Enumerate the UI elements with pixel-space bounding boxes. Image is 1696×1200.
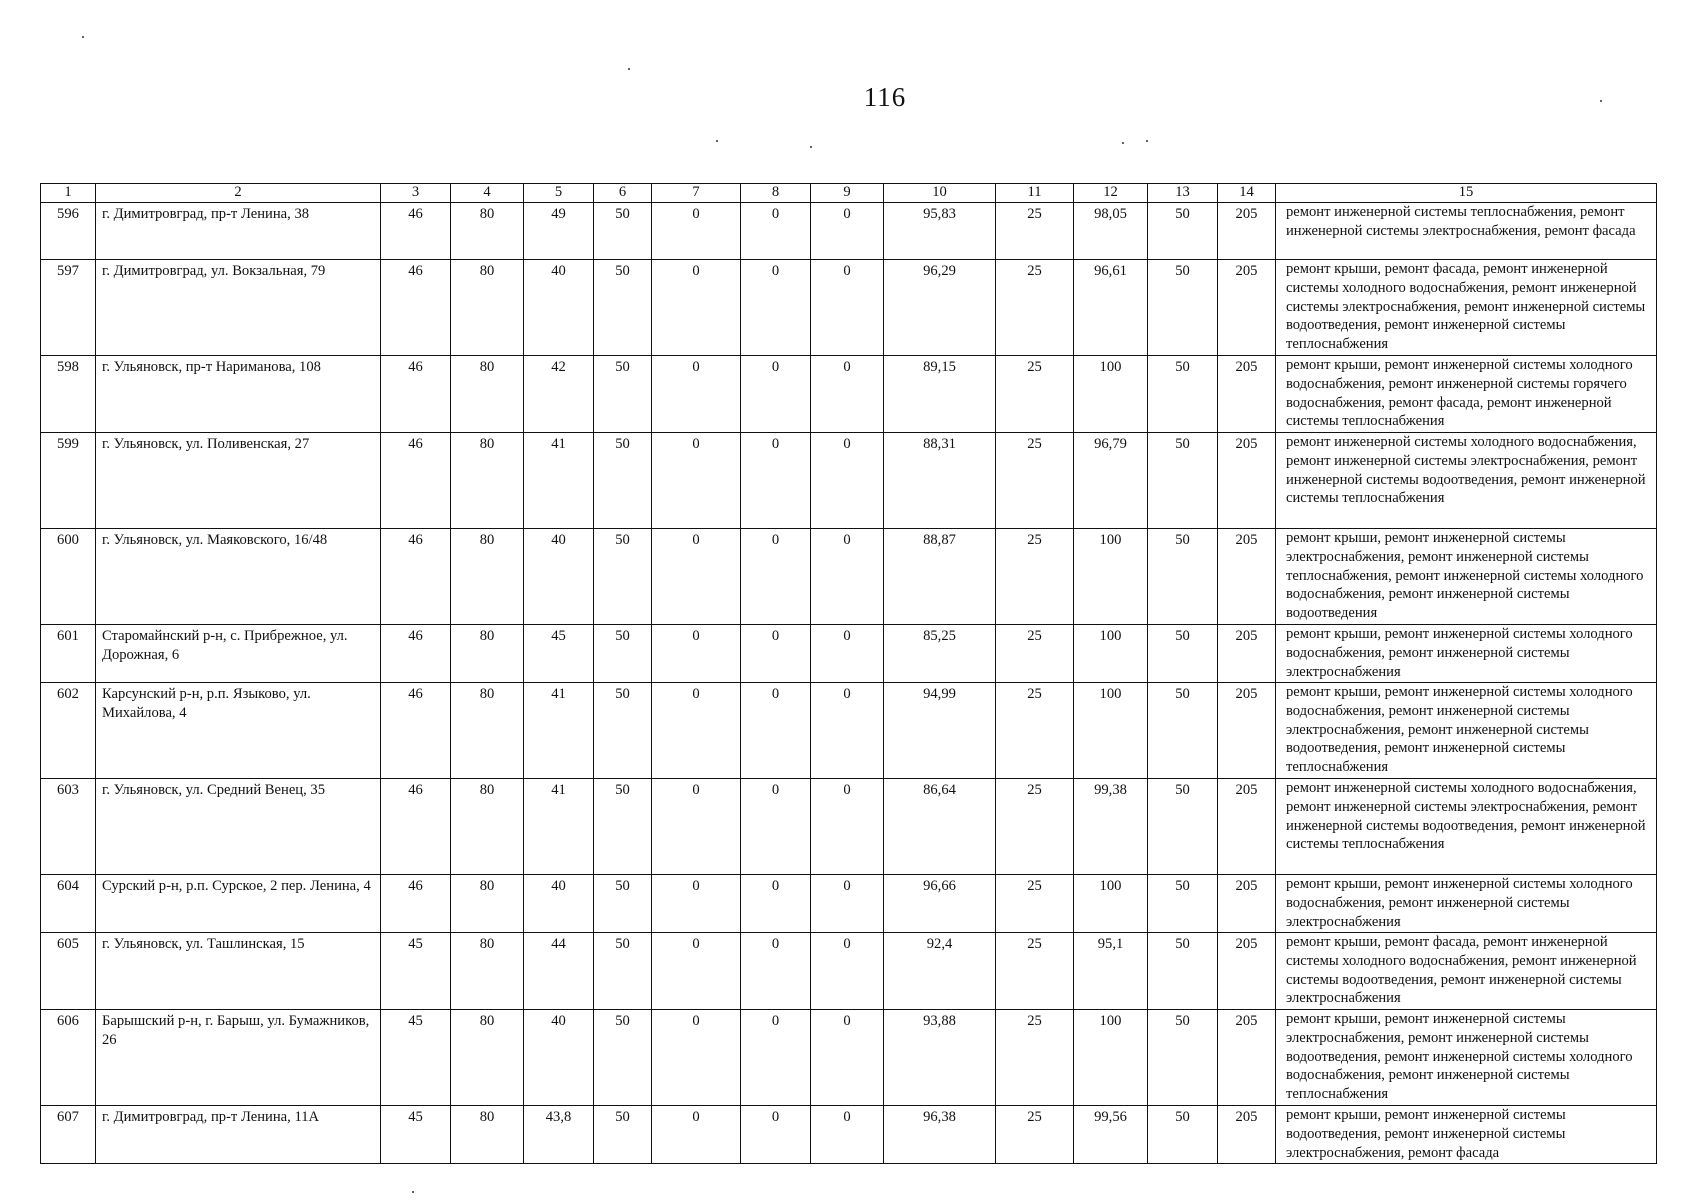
value-cell: 80 [451,875,524,933]
works-list-cell: ремонт инженерной системы теплоснабжения, ремонт инженерной системы электроснабжения, ремонт фасада [1276,203,1657,260]
column-header: 14 [1218,184,1276,203]
address-cell: г. Ульяновск, ул. Поливенская, 27 [96,433,381,529]
value-cell: 50 [594,933,652,1010]
value-cell: 46 [381,433,451,529]
value-cell: 50 [1148,1106,1218,1164]
value-cell: 88,31 [884,433,996,529]
table-row [41,683,1657,779]
works-list-cell: ремонт крыши, ремонт инженерной системы холодного водоснабжения, ремонт инженерной системы электроснабжения [1276,875,1657,933]
value-cell: 86,64 [884,779,996,875]
value-cell: 80 [451,683,524,779]
value-cell: 80 [451,1106,524,1164]
row-number-cell: 605 [41,933,96,1010]
scan-speck [412,1191,414,1193]
register-table [40,183,1657,1164]
value-cell: 0 [652,1106,741,1164]
value-cell: 25 [996,933,1074,1010]
value-cell: 0 [811,779,884,875]
value-cell: 0 [741,779,811,875]
value-cell: 0 [811,1106,884,1164]
value-cell: 95,83 [884,203,996,260]
table-row [41,779,1657,875]
value-cell: 50 [594,433,652,529]
works-list-cell: ремонт крыши, ремонт фасада, ремонт инженерной системы холодного водоснабжения, ремонт инженерной системы электроснабжения, ремонт инженерной системы водоотведения, ремонт инженерной системы теплоснабжения [1276,260,1657,356]
address-cell: г. Димитровград, ул. Вокзальная, 79 [96,260,381,356]
value-cell: 100 [1074,529,1148,625]
column-header: 4 [451,184,524,203]
value-cell: 205 [1218,779,1276,875]
row-number-cell: 604 [41,875,96,933]
value-cell: 50 [1148,356,1218,433]
value-cell: 50 [594,260,652,356]
value-cell: 80 [451,625,524,683]
value-cell: 44 [524,933,594,1010]
value-cell: 25 [996,625,1074,683]
address-cell: г. Димитровград, пр-т Ленина, 38 [96,203,381,260]
value-cell: 89,15 [884,356,996,433]
table-row [41,875,1657,933]
value-cell: 98,05 [1074,203,1148,260]
value-cell: 40 [524,875,594,933]
value-cell: 95,1 [1074,933,1148,1010]
value-cell: 50 [594,529,652,625]
address-cell: Карсунский р-н, р.п. Языково, ул. Михайлова, 4 [96,683,381,779]
value-cell: 96,29 [884,260,996,356]
value-cell: 0 [811,1010,884,1106]
value-cell: 80 [451,260,524,356]
value-cell: 94,99 [884,683,996,779]
value-cell: 0 [652,433,741,529]
row-number-cell: 603 [41,779,96,875]
value-cell: 92,4 [884,933,996,1010]
value-cell: 50 [1148,625,1218,683]
value-cell: 50 [594,203,652,260]
column-header: 8 [741,184,811,203]
value-cell: 50 [594,356,652,433]
value-cell: 99,56 [1074,1106,1148,1164]
value-cell: 0 [652,625,741,683]
value-cell: 96,79 [1074,433,1148,529]
value-cell: 49 [524,203,594,260]
value-cell: 50 [594,1010,652,1106]
value-cell: 50 [1148,683,1218,779]
value-cell: 85,25 [884,625,996,683]
table-row [41,260,1657,356]
value-cell: 50 [1148,203,1218,260]
works-list-cell: ремонт крыши, ремонт инженерной системы водоотведения, ремонт инженерной системы электроснабжения, ремонт фасада [1276,1106,1657,1164]
value-cell: 50 [1148,933,1218,1010]
column-header: 3 [381,184,451,203]
address-cell: г. Димитровград, пр-т Ленина, 11А [96,1106,381,1164]
table-row [41,933,1657,1010]
value-cell: 80 [451,1010,524,1106]
page-number: 116 [863,82,907,112]
table-row [41,1010,1657,1106]
value-cell: 96,66 [884,875,996,933]
value-cell: 0 [652,356,741,433]
value-cell: 50 [1148,433,1218,529]
value-cell: 46 [381,529,451,625]
address-cell: Барышский р-н, г. Барыш, ул. Бумажников, 26 [96,1010,381,1106]
value-cell: 205 [1218,433,1276,529]
value-cell: 46 [381,779,451,875]
value-cell: 40 [524,260,594,356]
value-cell: 43,8 [524,1106,594,1164]
works-list-cell: ремонт крыши, ремонт инженерной системы электроснабжения, ремонт инженерной системы теплоснабжения, ремонт инженерной системы холодного водоснабжения, ремонт инженерной системы водоотведения [1276,529,1657,625]
value-cell: 0 [811,356,884,433]
value-cell: 25 [996,203,1074,260]
value-cell: 0 [652,203,741,260]
row-number-cell: 596 [41,203,96,260]
works-list-cell: ремонт крыши, ремонт фасада, ремонт инженерной системы холодного водоснабжения, ремонт инженерной системы водоотведения, ремонт инженерной системы электроснабжения [1276,933,1657,1010]
value-cell: 46 [381,356,451,433]
value-cell: 0 [811,625,884,683]
value-cell: 50 [1148,779,1218,875]
column-header: 10 [884,184,996,203]
value-cell: 0 [811,933,884,1010]
value-cell: 80 [451,356,524,433]
column-header: 5 [524,184,594,203]
value-cell: 50 [1148,260,1218,356]
value-cell: 25 [996,779,1074,875]
value-cell: 205 [1218,529,1276,625]
column-header: 9 [811,184,884,203]
works-list-cell: ремонт крыши, ремонт инженерной системы холодного водоснабжения, ремонт инженерной системы электроснабжения [1276,625,1657,683]
scan-speck [1122,142,1124,144]
value-cell: 25 [996,529,1074,625]
table-row [41,356,1657,433]
value-cell: 205 [1218,683,1276,779]
value-cell: 80 [451,529,524,625]
value-cell: 40 [524,1010,594,1106]
works-list-cell: ремонт крыши, ремонт инженерной системы холодного водоснабжения, ремонт инженерной системы горячего водоснабжения, ремонт фасада, ремонт инженерной системы теплоснабжения [1276,356,1657,433]
value-cell: 46 [381,203,451,260]
value-cell: 25 [996,260,1074,356]
scan-speck [716,140,718,142]
column-header: 7 [652,184,741,203]
value-cell: 25 [996,1106,1074,1164]
value-cell: 80 [451,433,524,529]
value-cell: 205 [1218,933,1276,1010]
value-cell: 41 [524,683,594,779]
value-cell: 50 [1148,529,1218,625]
value-cell: 100 [1074,356,1148,433]
value-cell: 40 [524,529,594,625]
value-cell: 80 [451,203,524,260]
value-cell: 46 [381,683,451,779]
value-cell: 205 [1218,356,1276,433]
column-header: 1 [41,184,96,203]
table-row [41,433,1657,529]
value-cell: 0 [811,875,884,933]
address-cell: г. Ульяновск, ул. Маяковского, 16/48 [96,529,381,625]
value-cell: 50 [1148,1010,1218,1106]
row-number-cell: 597 [41,260,96,356]
value-cell: 205 [1218,260,1276,356]
scan-speck [1146,140,1148,142]
value-cell: 0 [652,933,741,1010]
value-cell: 42 [524,356,594,433]
value-cell: 41 [524,779,594,875]
value-cell: 50 [594,1106,652,1164]
works-list-cell: ремонт крыши, ремонт инженерной системы электроснабжения, ремонт инженерной системы водоотведения, ремонт инженерной системы холодного водоснабжения, ремонт инженерной системы теплоснабжения [1276,1010,1657,1106]
column-header: 6 [594,184,652,203]
address-cell: Старомайнский р-н, с. Прибрежное, ул. Дорожная, 6 [96,625,381,683]
value-cell: 100 [1074,625,1148,683]
value-cell: 0 [811,260,884,356]
value-cell: 0 [741,683,811,779]
value-cell: 0 [741,356,811,433]
value-cell: 50 [1148,875,1218,933]
value-cell: 100 [1074,683,1148,779]
value-cell: 50 [594,779,652,875]
value-cell: 0 [652,260,741,356]
value-cell: 93,88 [884,1010,996,1106]
value-cell: 50 [594,683,652,779]
value-cell: 0 [741,260,811,356]
table-body [41,203,1657,1164]
value-cell: 205 [1218,203,1276,260]
scan-speck [1600,100,1602,102]
row-number-cell: 599 [41,433,96,529]
table-row [41,203,1657,260]
scan-speck [628,68,630,70]
value-cell: 100 [1074,875,1148,933]
value-cell: 96,38 [884,1106,996,1164]
address-cell: г. Ульяновск, пр-т Нариманова, 108 [96,356,381,433]
table-row [41,529,1657,625]
address-cell: г. Ульяновск, ул. Средний Венец, 35 [96,779,381,875]
value-cell: 46 [381,875,451,933]
value-cell: 0 [811,529,884,625]
value-cell: 50 [594,875,652,933]
value-cell: 205 [1218,1106,1276,1164]
value-cell: 96,61 [1074,260,1148,356]
value-cell: 0 [741,625,811,683]
value-cell: 0 [741,875,811,933]
value-cell: 0 [652,875,741,933]
value-cell: 0 [652,529,741,625]
value-cell: 0 [741,203,811,260]
value-cell: 100 [1074,1010,1148,1106]
value-cell: 0 [652,1010,741,1106]
address-cell: Сурский р-н, р.п. Сурское, 2 пер. Ленина, 4 [96,875,381,933]
table-row [41,625,1657,683]
value-cell: 88,87 [884,529,996,625]
header-row [41,184,1657,203]
works-list-cell: ремонт инженерной системы холодного водоснабжения, ремонт инженерной системы электроснабжения, ремонт инженерной системы водоотведения, ремонт инженерной системы теплоснабжения [1276,433,1657,529]
value-cell: 99,38 [1074,779,1148,875]
value-cell: 0 [811,203,884,260]
works-list-cell: ремонт крыши, ремонт инженерной системы холодного водоснабжения, ремонт инженерной системы электроснабжения, ремонт инженерной системы водоотведения, ремонт инженерной системы теплоснабжения [1276,683,1657,779]
column-header: 12 [1074,184,1148,203]
scan-speck [82,36,84,38]
value-cell: 0 [741,433,811,529]
value-cell: 80 [451,933,524,1010]
value-cell: 0 [741,1010,811,1106]
value-cell: 45 [381,1010,451,1106]
value-cell: 45 [381,1106,451,1164]
row-number-cell: 607 [41,1106,96,1164]
value-cell: 25 [996,1010,1074,1106]
value-cell: 0 [741,529,811,625]
value-cell: 45 [524,625,594,683]
value-cell: 80 [451,779,524,875]
value-cell: 205 [1218,875,1276,933]
value-cell: 0 [652,683,741,779]
address-cell: г. Ульяновск, ул. Ташлинская, 15 [96,933,381,1010]
column-header: 11 [996,184,1074,203]
value-cell: 50 [594,625,652,683]
value-cell: 0 [741,1106,811,1164]
works-list-cell: ремонт инженерной системы холодного водоснабжения, ремонт инженерной системы электроснабжения, ремонт инженерной системы водоотведения, ремонт инженерной системы теплоснабжения [1276,779,1657,875]
value-cell: 0 [652,779,741,875]
value-cell: 25 [996,683,1074,779]
scan-speck [810,146,812,148]
row-number-cell: 601 [41,625,96,683]
value-cell: 205 [1218,1010,1276,1106]
table-row [41,1106,1657,1164]
value-cell: 205 [1218,625,1276,683]
row-number-cell: 606 [41,1010,96,1106]
value-cell: 25 [996,356,1074,433]
value-cell: 45 [381,933,451,1010]
value-cell: 0 [811,433,884,529]
row-number-cell: 602 [41,683,96,779]
value-cell: 25 [996,433,1074,529]
column-header: 2 [96,184,381,203]
row-number-cell: 598 [41,356,96,433]
value-cell: 46 [381,260,451,356]
value-cell: 41 [524,433,594,529]
value-cell: 25 [996,875,1074,933]
column-header: 15 [1276,184,1657,203]
column-header: 13 [1148,184,1218,203]
value-cell: 46 [381,625,451,683]
value-cell: 0 [811,683,884,779]
row-number-cell: 600 [41,529,96,625]
value-cell: 0 [741,933,811,1010]
